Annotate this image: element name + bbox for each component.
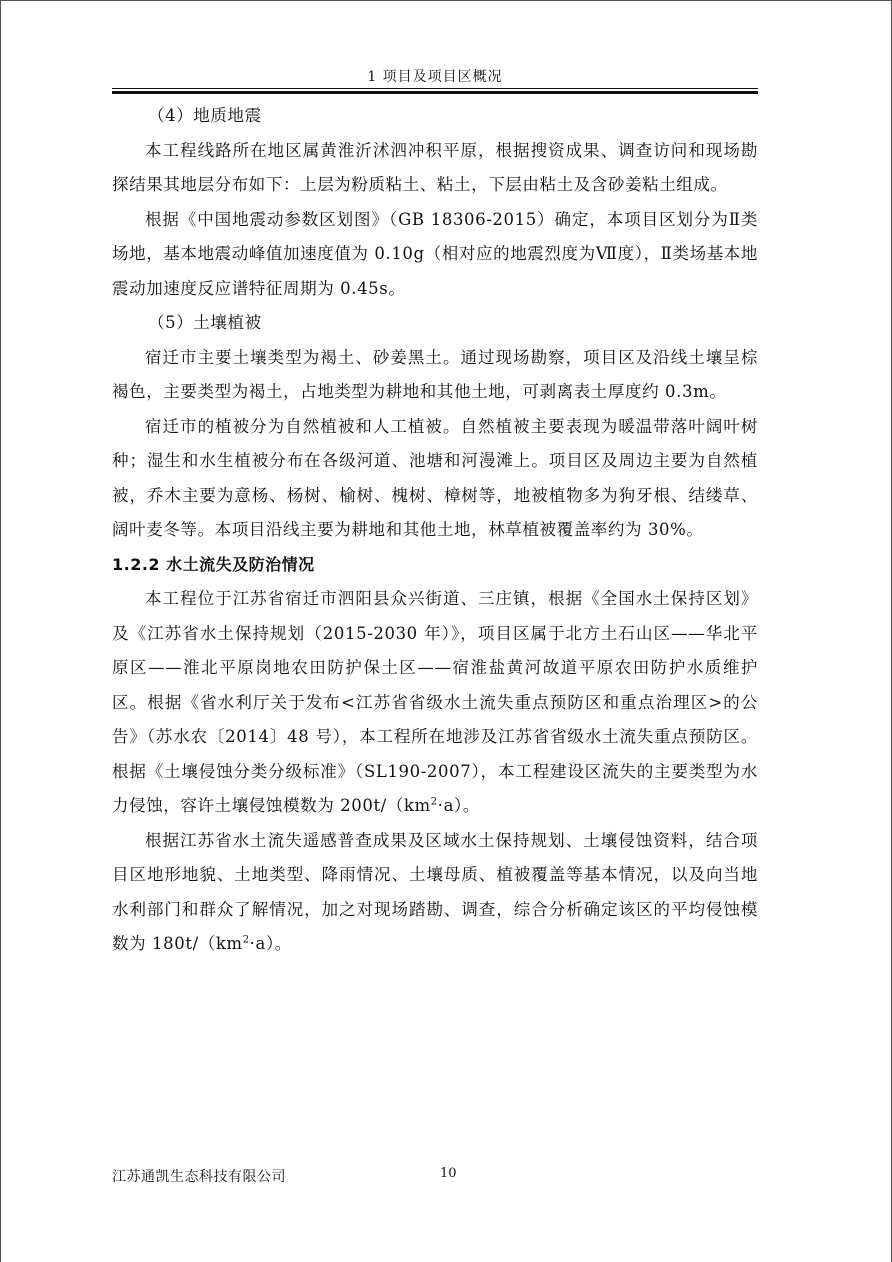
geology-subheading: （4）地质地震	[148, 106, 262, 125]
page-border-top	[0, 0, 892, 1]
superscript-2: 2	[430, 796, 438, 808]
section-heading-1-2-2: 1.2.2 水土流失及防治情况	[112, 554, 315, 574]
soil-erosion-paragraph-1	[112, 582, 758, 824]
soil-erosion-paragraph-2	[112, 824, 758, 962]
superscript-2: 2	[242, 934, 250, 946]
page-border-left	[0, 0, 1, 1262]
geology-paragraph-2: 根据《中国地震动参数区划图》（GB 18306-2015）确定，本项目区划分为Ⅱ类场地，基本地震动峰值加速度值为 0.10g（相对应的地震烈度为Ⅶ度），Ⅱ类场基本地震动加速度反应谱特征周期为 0.45s。	[112, 209, 758, 298]
footer-company: 江苏通凯生态科技有限公司	[112, 1169, 286, 1185]
vegetation-paragraph: 宿迁市的植被分为自然植被和人工植被。自然植被主要表现为暖温带落叶阔叶树种；湿生和水生植被分布在各级河道、池塘和河漫滩上。项目区及周边主要为自然植被，乔木主要为意杨、杨树、榆树、槐树、樟树等，地被植物多为狗牙根、结缕草、阔叶麦冬等。本项目沿线主要为耕地和其他土地，林草植被覆盖率约为 30%。	[112, 416, 758, 539]
geology-paragraph-1: 本工程线路所在地区属黄淮沂沭泗冲积平原，根据搜资成果、调查访问和现场勘探结果其地层分布如下：上层为粉质粘土、粘土，下层由粘土及含砂姜粘土组成。	[112, 140, 758, 194]
header-rule-thin	[112, 88, 758, 89]
paragraph-text-end: ·a）。	[249, 934, 292, 953]
paragraph-text: 根据江苏省水土流失遥感普查成果及区域水土保持规划、土壤侵蚀资料，结合项目区地形地貌、土地类型、降雨情况、土壤母质、植被覆盖等基本情况，以及向当地水利部门和群众了解情况，加之对现场踏勘、调查，综合分析确定该区的平均侵蚀模数为 180t/（km	[112, 830, 758, 953]
paragraph-text: 本工程位于江苏省宿迁市泗阳县众兴街道、三庄镇，根据《全国水土保持区划》及《江苏省水土保持规划（2015-2030 年）》，项目区属于北方土石山区——华北平原区——淮北平原岗地农田防护保土区——宿淮盐黄河故道平原农田防护水质维护区。根据《省水利厅关于发布<江苏省省级水土流失重点预防区和重点治理区>的公告》（苏水农〔2014〕48 号），本工程所在地涉及江苏省省级水土流失重点预防区。根据《土壤侵蚀分类分级标准》（SL190-2007），本工程建设区流失的主要类型为水力侵蚀，容许土壤侵蚀模数为 200t/（km	[112, 589, 758, 815]
soil-subheading: （5）土壤植被	[148, 313, 262, 332]
header-rule-thick	[112, 91, 758, 94]
document-body	[112, 99, 758, 962]
running-header: 1 项目及项目区概况	[367, 69, 503, 85]
page-number: 10	[440, 1166, 457, 1181]
soil-paragraph-1: 宿迁市主要土壤类型为褐土、砂姜黑土。通过现场勘察，项目区及沿线土壤呈棕褐色，主要类型为褐土，占地类型为耕地和其他土地，可剥离表土厚度约 0.3m。	[112, 347, 758, 401]
paragraph-text-end: ·a）。	[437, 796, 480, 815]
